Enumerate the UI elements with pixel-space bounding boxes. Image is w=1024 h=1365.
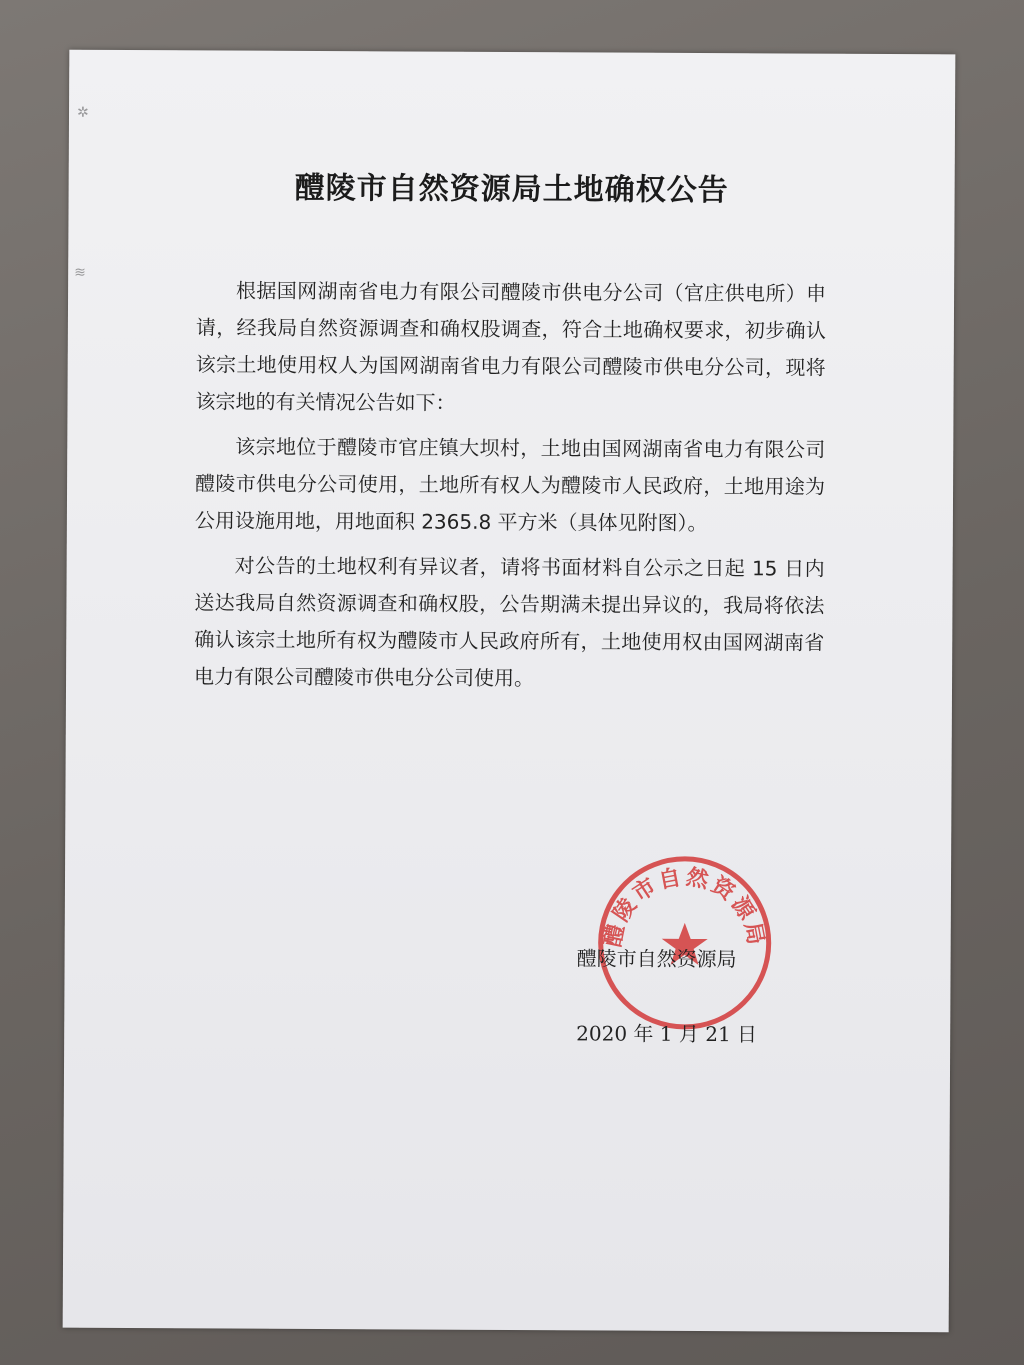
document-page: [63, 50, 956, 1333]
paragraph-objection: 对公告的土地权利有异议者，请将书面材料自公示之日起 15 日内送达我局自然资源调查和确权股，公告期满未提出异议的，我局将依法确认该宗土地所有权为醴陵市人民政府所有，土地使用权由国网湖南省电力有限公司醴陵市供电分公司使用。: [194, 553, 825, 691]
paragraph-land-details: 该宗地位于醴陵市官庄镇大坝村，土地由国网湖南省电力有限公司醴陵市供电分公司使用，土地所有权人为醴陵市人民政府，土地用途为公用设施用地，用地面积 2365.8 平方米（具体见附图）。: [194, 434, 826, 536]
paper-speck: ≋: [74, 264, 86, 281]
paper-speck: ✲: [76, 104, 89, 121]
svg-text:醴陵市自然资源局: 醴陵市自然资源局: [600, 864, 769, 950]
paragraph-application: 根据国网湖南省电力有限公司醴陵市供电分公司（官庄供电所）申请，经我局自然资源调查和确权股调查，符合土地确权要求，初步确认该宗土地使用权人为国网湖南省电力有限公司醴陵市供电分公司，现将该宗地的有关情况公告如下：: [195, 278, 827, 415]
signature-date: 2020 年 1 月 21 日: [576, 1021, 758, 1047]
document-body: [194, 272, 826, 706]
document-title: 醴陵市自然资源局土地确权公告: [294, 170, 729, 209]
signature-agency: 醴陵市自然资源局: [576, 946, 737, 972]
